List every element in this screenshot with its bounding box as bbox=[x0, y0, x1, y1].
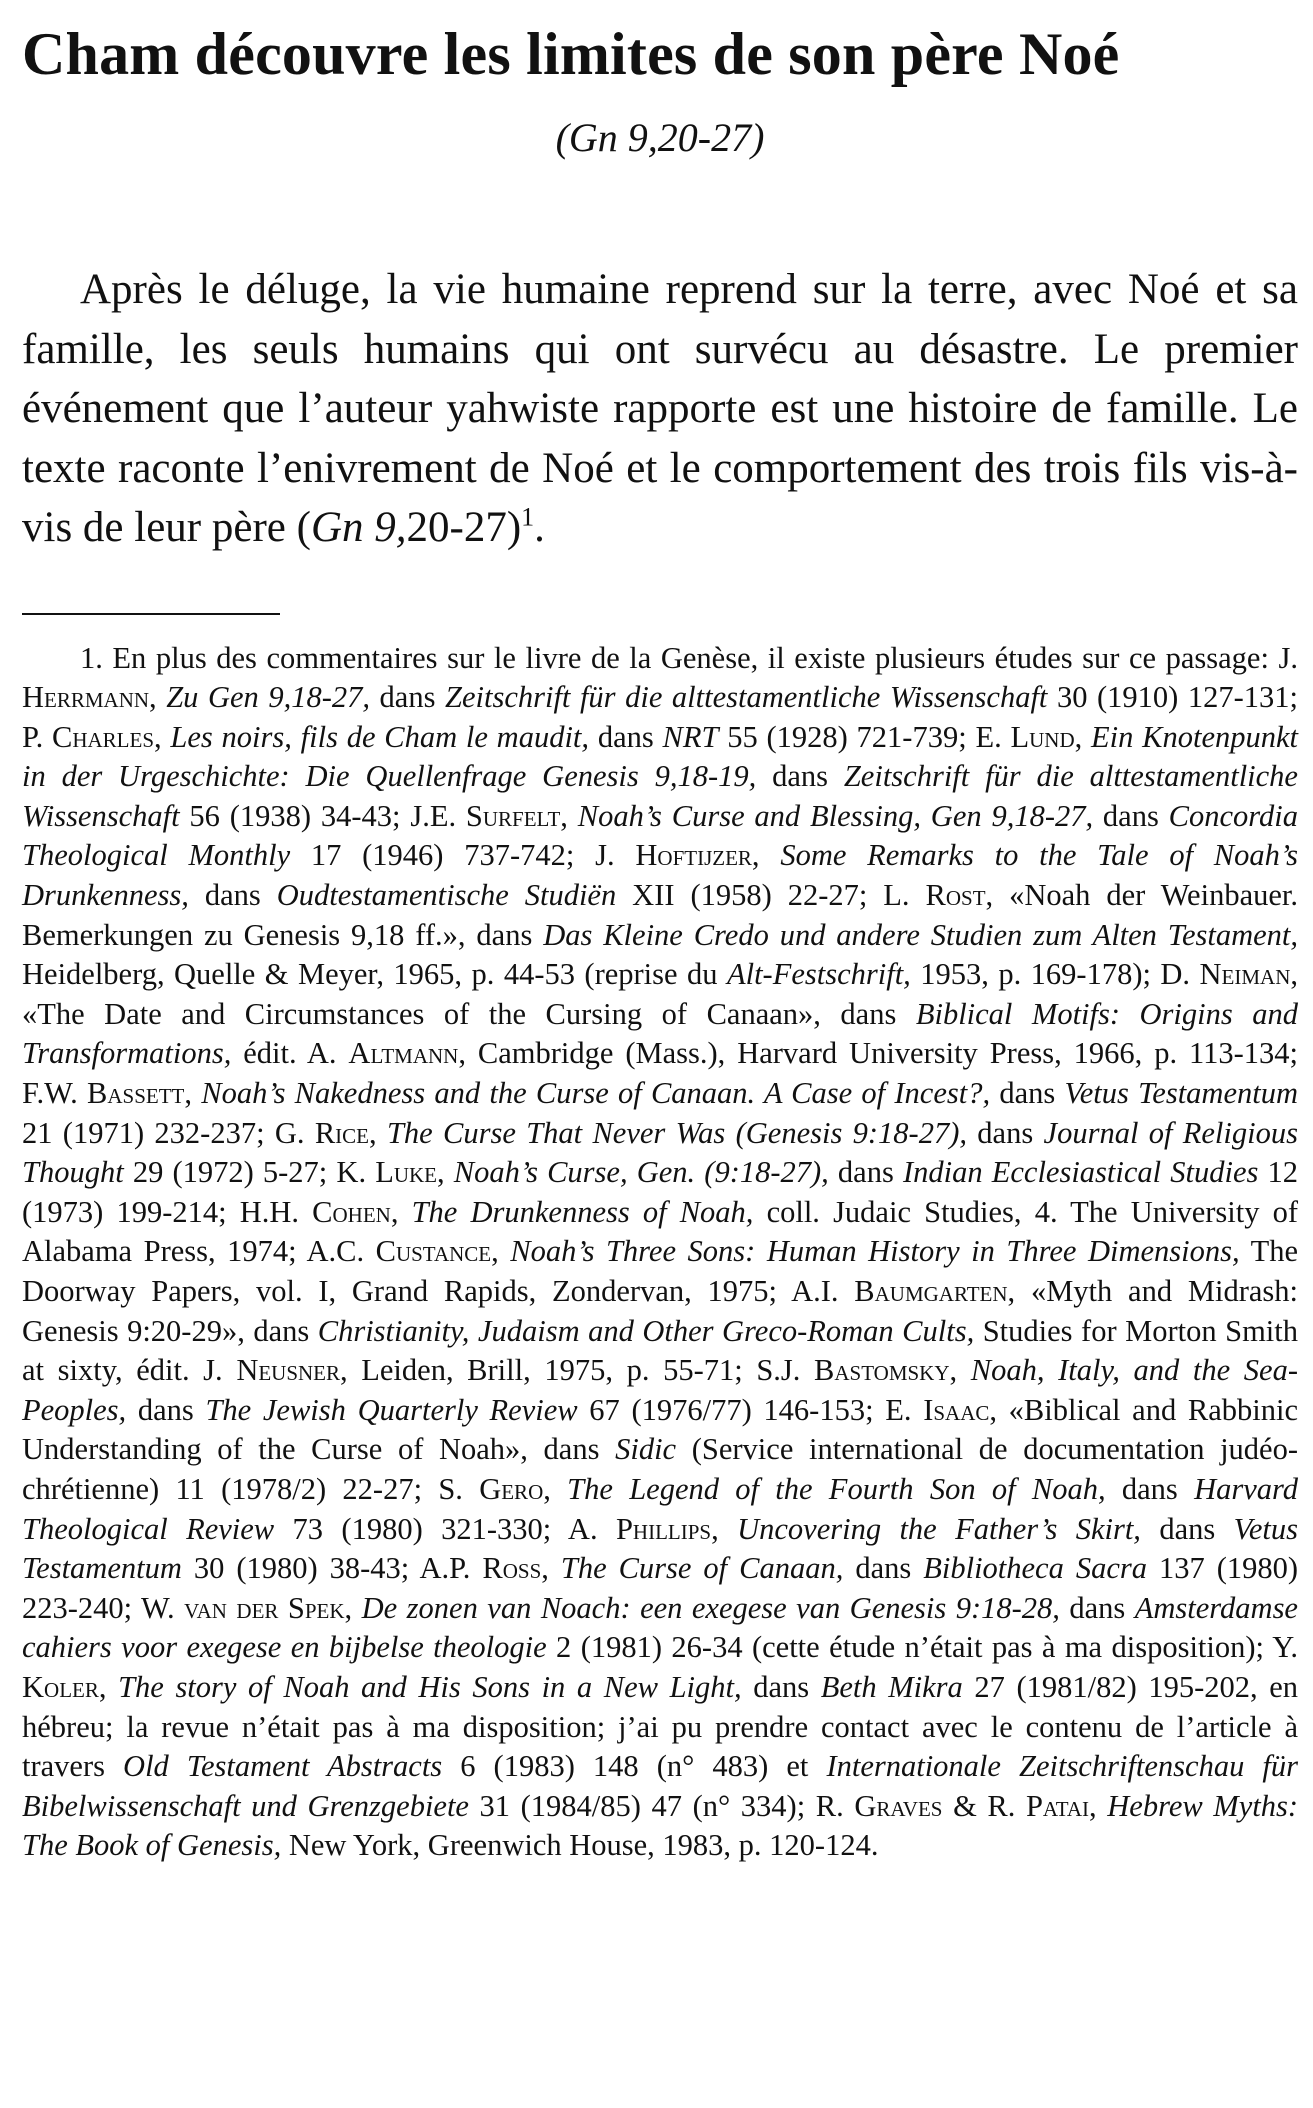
footnote-segment: , bbox=[1074, 719, 1092, 754]
footnote-segment: Some Remarks to the Tale of Noah’s Drunkenness, bbox=[22, 838, 1298, 913]
footnote-segment: Christianity, Judaism and Other Greco-Roman Cults, bbox=[317, 1313, 975, 1348]
footnote-segment: 30 (1980) 38-43; A.P. bbox=[181, 1551, 483, 1586]
footnote-segment: Hoftijzer bbox=[635, 838, 752, 873]
footnote-segment: Surfelt bbox=[465, 798, 561, 833]
footnote-segment: Ross bbox=[482, 1551, 542, 1586]
document-page bbox=[22, 0, 1298, 1866]
footnote-segment: 6 (1983) 148 (n° 483) et bbox=[442, 1749, 827, 1784]
footnote-segment: Ein Knotenpunkt in der Urgeschichte: Die Quellenfrage Genesis 9,18-19, bbox=[22, 719, 1299, 794]
footnote-segment: 73 (1980) 321-330; A. bbox=[274, 1511, 616, 1546]
footnote-segment: dans bbox=[843, 1551, 924, 1586]
footnote-segment: Noah’s Curse, Gen. (9:18-27), bbox=[453, 1155, 829, 1190]
footnote-segment: Zeitschrift für die alttestamentliche Wissenschaft bbox=[445, 680, 1048, 715]
footnote-segment: 67 (1976/77) 146-153; E. bbox=[577, 1392, 924, 1427]
footnote-segment: 21 (1971) 232-237; G. bbox=[22, 1115, 315, 1150]
footnote-segment: 56 (1938) 34-43; J.E. bbox=[179, 798, 466, 833]
footnote-segment: Herrmann bbox=[22, 680, 150, 715]
footnote-segment: Custance bbox=[375, 1234, 492, 1269]
footnote-segment: , bbox=[184, 1076, 202, 1111]
footnote-segment: The Jewish Quarterly Review bbox=[205, 1392, 578, 1427]
footnote-segment: dans bbox=[741, 1669, 821, 1704]
footnote-segment: , «Noah der Weinbauer. Bemerkungen zu Genesis 9,18 ff.», dans bbox=[22, 878, 1298, 952]
footnote-segment: The Curse That Never Was (Genesis 9:18-27), bbox=[386, 1115, 967, 1150]
footnote-segment: van der Spek bbox=[184, 1590, 345, 1625]
footnote-segment: Cohen bbox=[312, 1194, 391, 1229]
footnote-segment: , bbox=[369, 1115, 387, 1150]
footnote-segment: dans bbox=[828, 1155, 903, 1190]
footnote-segment: Alt-Festschrift, bbox=[726, 957, 911, 992]
footnote-segment: , bbox=[344, 1590, 362, 1625]
footnote-segment: The Legend of the Fourth Son of Noah, bbox=[567, 1471, 1106, 1506]
footnote-segment: Noah, Italy, and the Sea-Peoples, bbox=[22, 1353, 1298, 1427]
footnote-divider bbox=[22, 613, 280, 615]
footnote-segment: Vetus Testamentum bbox=[1064, 1076, 1298, 1111]
footnote-segment: 1953, p. 169-178); D. bbox=[910, 957, 1200, 992]
footnote-segment: dans bbox=[1140, 1511, 1234, 1546]
page-title: Cham découvre les limites de son père Noé bbox=[22, 21, 1120, 87]
footnote-segment: Patai bbox=[1025, 1788, 1090, 1823]
footnote-segment: Baumgarten bbox=[854, 1274, 1008, 1308]
footnote-segment: 27 (1981/82) 195-202, en hébreu; la revue n’était pas à ma disposition; j’ai pu prendre contact avec le contenu de l’article à travers bbox=[22, 1669, 1298, 1784]
footnote-segment: Neusner bbox=[236, 1353, 341, 1388]
footnote-segment: Heidelberg, Quelle & Meyer, 1965, p. 44-53 (reprise du bbox=[22, 957, 727, 992]
footnote-segment: En plus des commentaires sur le livre de la Genèse, il existe plusieurs études sur ce passage: J. bbox=[102, 640, 1298, 675]
footnote-segment: , bbox=[541, 1551, 561, 1586]
footnote-segment: Gero bbox=[479, 1471, 544, 1506]
footnote-segment: , bbox=[154, 719, 171, 754]
footnote-segment: The Curse of Canaan, bbox=[560, 1551, 844, 1586]
footnote-segment: édit. A. bbox=[231, 1036, 349, 1071]
footnote-segment: , bbox=[491, 1234, 511, 1269]
footnote-segment: dans bbox=[990, 1076, 1065, 1111]
footnote-segment: dans bbox=[370, 680, 446, 715]
footnote-segment: dans bbox=[188, 878, 277, 913]
intro-ref-rest: 20-27) bbox=[406, 504, 522, 551]
footnote-segment: , «The Date and Circumstances of the Cursing of Canaan», dans bbox=[22, 957, 1298, 1031]
intro-paragraph bbox=[22, 260, 1298, 558]
intro-ref-italic: Gn 9, bbox=[310, 504, 407, 551]
footnote-segment: Internationale Zeitschriftenschau für Bibelwissenschaft und Grenzgebiete bbox=[22, 1749, 1298, 1823]
intro-text: Après le déluge, la vie humaine reprend sur la terre, avec Noé et sa famille, les seuls humains qui ont survécu au désastre. Le premier événement que l’auteur yahwiste rapporte est une histoire de famille. Le texte raconte l’enivrement de Noé et le comportement des trois fils vis-à-vis de leur père ( bbox=[22, 266, 1298, 551]
footnote-segment: Zu Gen 9,18-27, bbox=[166, 680, 370, 715]
footnote-segment: dans bbox=[967, 1115, 1044, 1150]
footnote bbox=[22, 639, 1298, 1866]
footnote-marker[interactable]: 1 bbox=[521, 502, 535, 532]
footnote-segment: The Doorway Papers, vol. I, Grand Rapids, Zondervan, 1975; A.I. bbox=[22, 1234, 1298, 1308]
footnote-segment: 31 (1984/85) 47 (n° 334); R. bbox=[468, 1788, 855, 1823]
footnote-segment: Bassett bbox=[87, 1076, 185, 1111]
footnote-number: 1. bbox=[80, 640, 103, 675]
footnote-segment: Charles bbox=[51, 719, 154, 754]
footnote-segment: Noah’s Curse and Blessing, Gen 9,18-27, bbox=[577, 798, 1094, 833]
footnote-segment: , bbox=[437, 1155, 454, 1190]
footnote-segment: Studies for Morton Smith at sixty, édit. J. bbox=[22, 1313, 1299, 1388]
footnote-segment: Das Kleine Credo und andere Studien zum Alten Testament, bbox=[543, 917, 1299, 952]
footnote-segment: dans bbox=[589, 719, 663, 754]
footnote-segment: dans bbox=[1093, 798, 1169, 833]
footnote-segment: , bbox=[751, 838, 781, 873]
footnote-segment: Uncovering the Father’s Skirt, bbox=[737, 1511, 1141, 1546]
footnote-segment: Beth Mikra bbox=[820, 1669, 963, 1704]
footnote-segment: 17 (1946) 737-742; J. bbox=[290, 838, 636, 873]
footnote-segment: Biblical Motifs: Origins and Transformations, bbox=[22, 996, 1298, 1071]
footnote-segment: Concordia Theological Monthly bbox=[22, 798, 1299, 873]
footnote-segment: Isaac bbox=[923, 1392, 990, 1427]
footnote-segment: Altmann bbox=[348, 1036, 459, 1071]
footnote-segment: , bbox=[949, 1353, 971, 1388]
footnote-segment: 12 (1973) 199-214; H.H. bbox=[22, 1155, 1299, 1229]
footnote-segment: dans bbox=[1059, 1590, 1135, 1625]
footnote-segment: dans bbox=[1105, 1471, 1195, 1506]
footnote-segment: Rice bbox=[314, 1115, 370, 1150]
footnote-segment: , bbox=[560, 798, 578, 833]
footnote-segment: Oudtestamentische Studiën bbox=[276, 878, 617, 913]
footnote-segment: New York, Greenwich House, 1983, p. 120-124. bbox=[281, 1828, 879, 1863]
footnote-segment: Zeitschrift für die alttestamentliche Wissenschaft bbox=[22, 759, 1298, 833]
footnote-segment: Old Testament Abstracts bbox=[123, 1749, 443, 1784]
footnote-segment: Neiman bbox=[1199, 957, 1291, 992]
footnote-segment: Indian Ecclesiastical Studies bbox=[902, 1155, 1259, 1190]
footnote-segment: 137 (1980) 223-240; W. bbox=[22, 1551, 1299, 1625]
footnote-segment: Noah’s Three Sons: Human History in Three Dimensions, bbox=[510, 1234, 1240, 1269]
footnote-segment: , bbox=[1089, 1788, 1108, 1823]
footnote-segment: XII (1958) 22-27; L. bbox=[616, 878, 926, 913]
footnote-segment: 2 (1981) 26-34 (cette étude n’était pas à ma disposition); Y. bbox=[546, 1630, 1298, 1665]
scripture-reference: (Gn 9,20-27) bbox=[555, 115, 765, 160]
footnote-segment: , Leiden, Brill, 1975, p. 55-71; S.J. bbox=[340, 1353, 815, 1388]
footnote-segment: Les noirs, fils de Cham le maudit, bbox=[170, 719, 590, 754]
footnote-segment: dans bbox=[126, 1392, 206, 1427]
footnote-segment: , bbox=[543, 1471, 568, 1506]
footnote-segment: Bibliotheca Sacra bbox=[923, 1551, 1147, 1586]
footnote-segment: De zonen van Noach: een exegese van Genesis 9:18-28, bbox=[361, 1590, 1060, 1625]
footnote-segment: 29 (1972) 5-27; K. bbox=[123, 1155, 376, 1190]
footnote-segment: , bbox=[149, 680, 167, 715]
footnote-segment: Koler bbox=[22, 1669, 99, 1704]
footnote-segment: , «Biblical and Rabbinic Understanding of the Curse of Noah», dans bbox=[22, 1392, 1299, 1467]
footnote-segment: Harvard Theological Review bbox=[22, 1471, 1298, 1546]
footnote-segment: Amsterdamse cahiers voor exegese en bijbelse theologie bbox=[22, 1590, 1298, 1665]
intro-end: . bbox=[534, 504, 545, 551]
footnote-segment: The Drunkenness of Noah, bbox=[411, 1194, 754, 1229]
footnote-segment: & R. bbox=[942, 1788, 1026, 1823]
footnote-segment: , Cambridge (Mass.), Harvard University Press, 1966, p. 113-134; F.W. bbox=[22, 1036, 1298, 1111]
footnote-segment: Noah’s Nakedness and the Curse of Canaan. A Case of Incest?, bbox=[201, 1076, 991, 1111]
footnote-segment: , bbox=[711, 1511, 738, 1546]
footnote-segment: Bastomsky bbox=[814, 1353, 950, 1388]
footnote-segment: 30 (1910) 127-131; P. bbox=[22, 680, 1298, 754]
footnote-segment: Journal of Religious Thought bbox=[22, 1115, 1298, 1190]
footnote-segment: , bbox=[98, 1669, 119, 1704]
footnote-segment: dans bbox=[756, 759, 844, 794]
footnote-segment: Phillips bbox=[615, 1511, 712, 1546]
footnote-segment: NRT bbox=[662, 719, 719, 754]
footnote-segment: Lund bbox=[1010, 719, 1075, 754]
footnote-segment: Sidic bbox=[615, 1432, 677, 1467]
footnote-segment: Hebrew Myths: The Book of Genesis, bbox=[22, 1788, 1298, 1863]
footnote-segment: Luke bbox=[375, 1155, 437, 1190]
footnote-segment: (Service international de documentation judéo-chrétienne) 11 (1978/2) 22-27; S. bbox=[22, 1432, 1298, 1506]
footnote-segment: The story of Noah and His Sons in a New Light, bbox=[118, 1669, 742, 1704]
footnote-segment: coll. Judaic Studies, 4. The University of Alabama Press, 1974; A.C. bbox=[22, 1194, 1298, 1269]
footnote-segment: Vetus Testamentum bbox=[22, 1511, 1298, 1586]
footnote-segment: 55 (1928) 721-739; E. bbox=[718, 719, 1011, 754]
footnote-segment: , bbox=[390, 1194, 412, 1229]
footnote-segment: Graves bbox=[854, 1788, 943, 1823]
footnote-segment: Rost bbox=[925, 878, 986, 913]
footnote-segment: , «Myth and Midrash: Genesis 9:20-29», dans bbox=[22, 1274, 1298, 1348]
